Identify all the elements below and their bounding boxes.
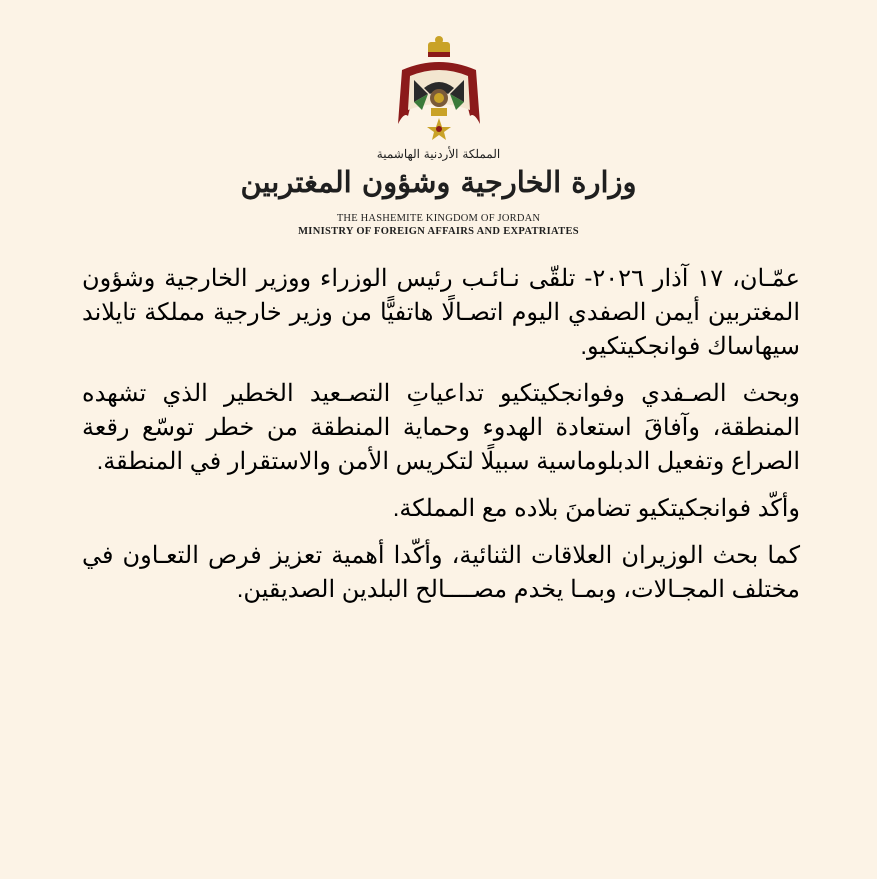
ministry-name-arabic: وزارة الخارجية وشؤون المغتربين bbox=[240, 165, 637, 199]
coat-of-arms-icon bbox=[384, 32, 494, 142]
press-release-body bbox=[82, 262, 800, 620]
letterhead bbox=[0, 32, 877, 238]
paragraph: وبحث الصـفدي وفوانجكيتكيو تداعياتِ التصـعيد الخطير الذي تشهده المنطقة، وآفاقَ استعادة الهدوء وحماية المنطقة من خطر توسّع رقعة الصراع وتفعيل الدبلوماسية سبيلًا لتكريس الأمن والاستقرار في المنطقة. bbox=[82, 380, 800, 475]
paragraph: عمّـان، ١٧ آذار ٢٠٢٦- تلقّى نـائـب رئيس الوزراء ووزير الخارجية وشؤون المغتربين أيمن الصفدي اليوم اتصـالًا هاتفيًّا من وزير خارجية مملكة تايلاند سيهاساك فوانجكيتكيو. bbox=[82, 265, 800, 360]
kingdom-name-arabic: المملكة الأردنية الهاشمية bbox=[376, 147, 501, 161]
paragraph: وأكّد فوانجكيتكيو تضامنَ بلاده مع المملكة. bbox=[392, 495, 800, 522]
kingdom-name-english: THE HASHEMITE KINGDOM OF JORDAN bbox=[336, 213, 541, 224]
ministry-name-english: MINISTRY OF FOREIGN AFFAIRS AND EXPATRIATES bbox=[298, 226, 579, 237]
paragraph: كما بحث الوزيران العلاقات الثنائية، وأكّدا أهمية تعزيز فرص التعـاون في مختلف المجـالات، وبمـا يخدم مصــــالح البلدين الصديقين. bbox=[82, 542, 800, 603]
